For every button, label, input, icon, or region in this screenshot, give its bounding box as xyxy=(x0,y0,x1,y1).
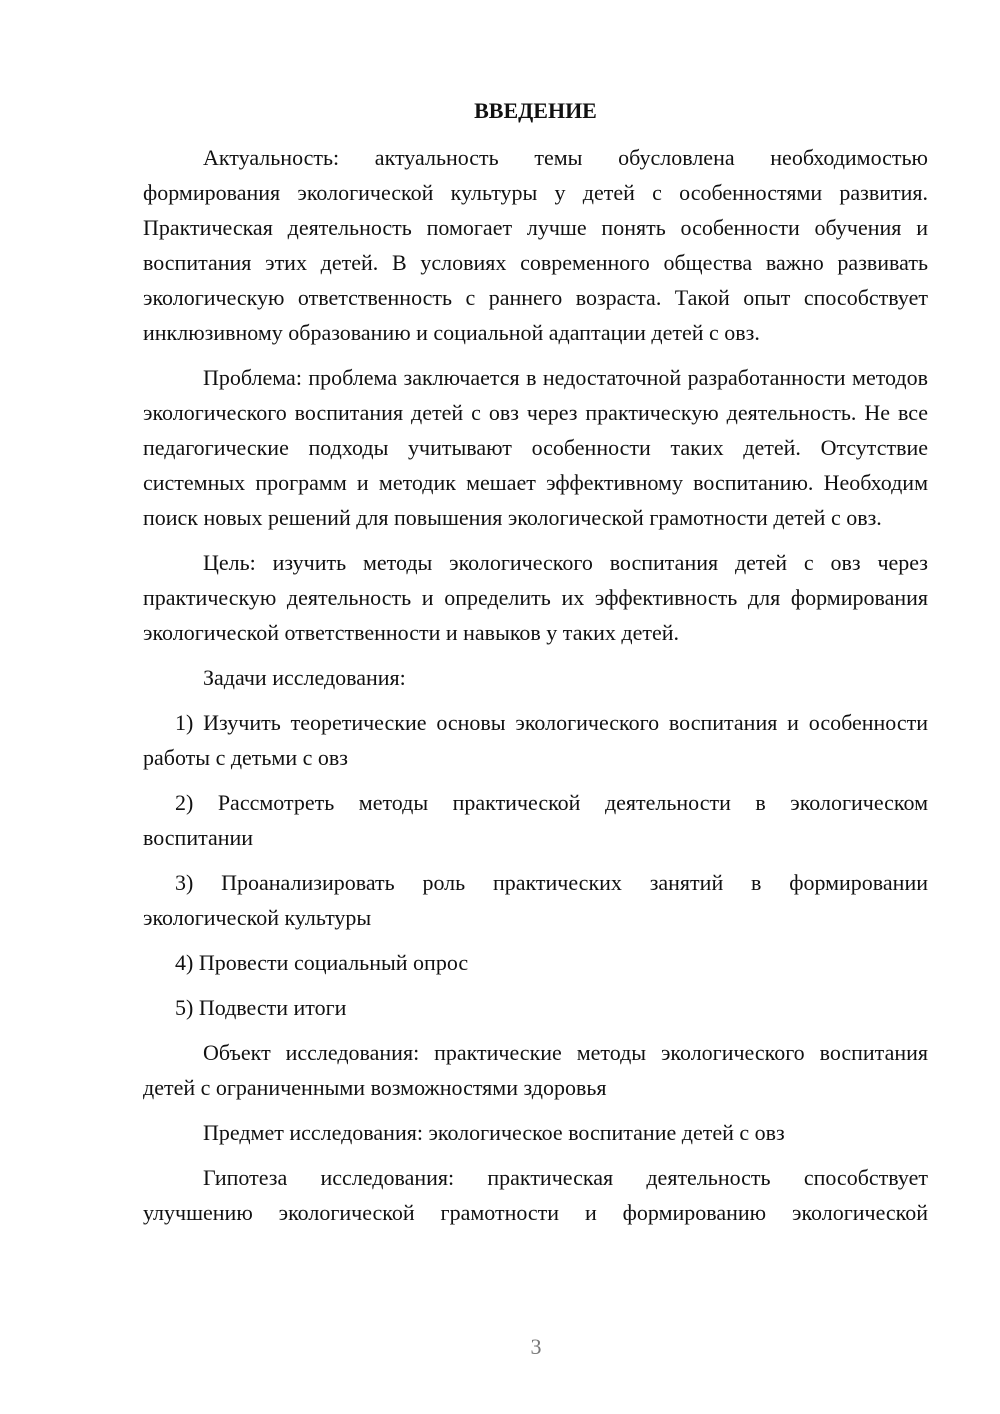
task-item-4: 4) Провести социальный опрос xyxy=(175,950,469,975)
hypothesis-paragraph: Гипотеза исследования: практическая деятельность способствует улучшению экологической грамотности и формированию экологической xyxy=(143,1165,928,1225)
task-item-1: 1) Изучить теоретические основы экологического воспитания и особенности работы с детьми с овз xyxy=(143,710,928,770)
page-content xyxy=(143,96,928,1240)
task-item-2: 2) Рассмотреть методы практической деятельности в экологическом воспитании xyxy=(143,790,928,850)
problem-paragraph: Проблема: проблема заключается в недостаточной разработанности методов экологического воспитания детей с овз через практическую деятельность. Не все педагогические подходы учитывают особенности таких детей. Отсутствие системных программ и методик мешает эффективному воспитанию. Необходим поиск новых решений для повышения экологической грамотности детей с овз. xyxy=(143,365,928,530)
page-number: 3 xyxy=(530,1334,542,1359)
object-paragraph: Объект исследования: практические методы экологического воспитания детей с ограниченными возможностями здоровья xyxy=(143,1040,928,1100)
subject-paragraph: Предмет исследования: экологическое воспитание детей с овз xyxy=(203,1120,785,1145)
task-item-3: 3) Проанализировать роль практических занятий в формировании экологической культуры xyxy=(143,870,928,930)
relevance-paragraph: Актуальность: актуальность темы обусловлена необходимостью формирования экологической культуры у детей с особенностями развития. Практическая деятельность помогает лучше понять особенности обучения и воспитания этих детей. В условиях современного общества важно развивать экологическую ответственность с раннего возраста. Такой опыт способствует инклюзивному образованию и социальной адаптации детей с овз. xyxy=(143,145,928,345)
task-item-5: 5) Подвести итоги xyxy=(175,995,347,1020)
page-title: ВВЕДЕНИЕ xyxy=(474,98,597,123)
tasks-heading: Задачи исследования: xyxy=(203,665,406,690)
goal-paragraph: Цель: изучить методы экологического воспитания детей с овз через практическую деятельность и определить их эффективность для формирования экологической ответственности и навыков у таких детей. xyxy=(143,550,928,645)
